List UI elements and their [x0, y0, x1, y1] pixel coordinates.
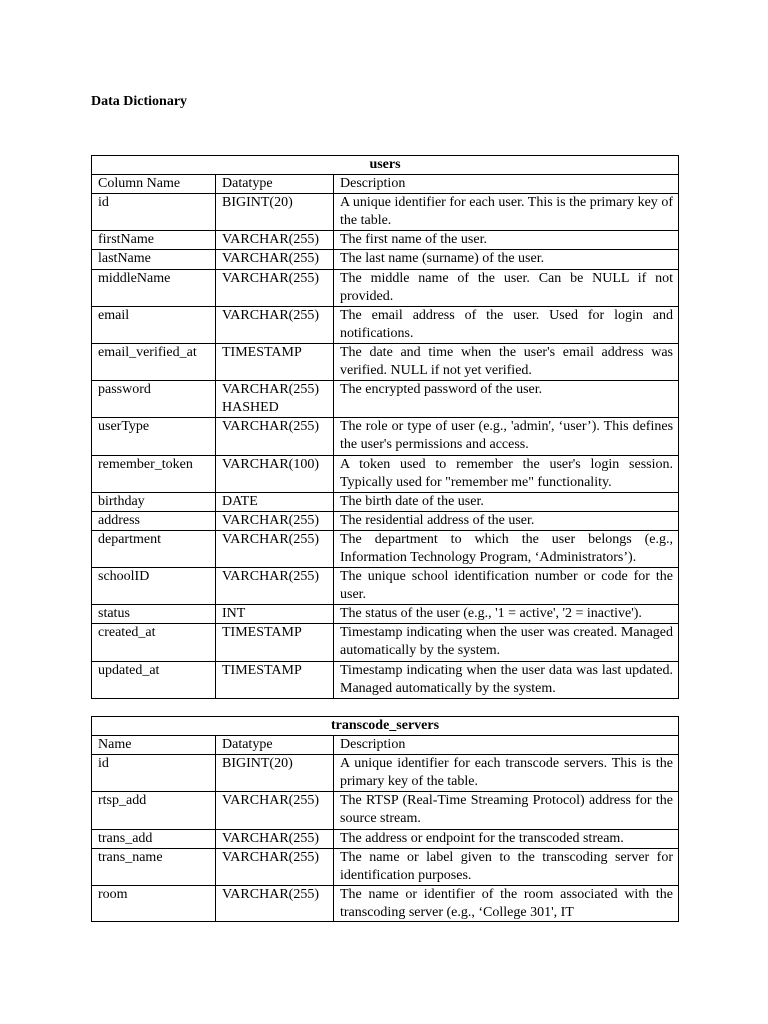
- column-name-text: trans_name: [98, 849, 163, 865]
- column-name-cell: [92, 755, 216, 792]
- table-row: [92, 605, 679, 624]
- table-header-row: [92, 736, 679, 755]
- datatype-text: TIMESTAMP: [222, 662, 302, 678]
- datatype-text: VARCHAR(255) HASHED: [222, 382, 319, 416]
- table-caption-row: [92, 717, 679, 736]
- column-header: Description: [334, 736, 679, 755]
- column-name-cell: [92, 269, 216, 306]
- column-name-cell: [92, 511, 216, 530]
- column-name-cell: [92, 530, 216, 567]
- description-cell: [334, 194, 679, 231]
- description-cell: [334, 511, 679, 530]
- table-caption-row: [92, 156, 679, 175]
- table-row: [92, 885, 679, 921]
- description-text: The first name of the user.: [340, 232, 487, 248]
- description-cell: [334, 381, 679, 418]
- table-row: [92, 231, 679, 250]
- column-name-cell: [92, 455, 216, 492]
- description-text: The unique school identification number or code for the user.: [340, 569, 674, 603]
- column-name-cell: [92, 194, 216, 231]
- description-cell: [334, 792, 679, 829]
- description-cell: [334, 492, 679, 511]
- description-cell: [334, 848, 679, 885]
- datatype-cell: [216, 511, 334, 530]
- table-row: [92, 829, 679, 848]
- table-header-row: [92, 175, 679, 194]
- column-header: Column Name: [92, 175, 216, 194]
- column-name-text: updated_at: [98, 662, 160, 678]
- table-row: [92, 306, 679, 343]
- description-text: A unique identifier for each user. This is the primary key of the table.: [340, 195, 674, 229]
- description-cell: [334, 624, 679, 661]
- column-header: Datatype: [216, 736, 334, 755]
- datatype-text: VARCHAR(255): [222, 569, 319, 585]
- datatype-cell: [216, 792, 334, 829]
- column-name-cell: [92, 568, 216, 605]
- column-name-cell: [92, 306, 216, 343]
- datatype-text: VARCHAR(255): [222, 232, 319, 248]
- column-name-cell: [92, 492, 216, 511]
- column-name-cell: [92, 605, 216, 624]
- description-text: The date and time when the user's email address was verified. NULL if not yet verified.: [340, 344, 674, 379]
- description-text: The RTSP (Real-Time Streaming Protocol) address for the source stream.: [340, 793, 673, 827]
- column-name-cell: [92, 250, 216, 269]
- table-row: [92, 530, 679, 567]
- description-cell: [334, 455, 679, 492]
- datatype-cell: [216, 231, 334, 250]
- datatype-text: VARCHAR(255): [222, 886, 319, 902]
- column-header: Description: [334, 175, 679, 194]
- datatype-cell: [216, 343, 334, 380]
- table-row: [92, 755, 679, 792]
- table-row: [92, 624, 679, 661]
- datatype-cell: [216, 418, 334, 455]
- description-cell: [334, 343, 679, 380]
- column-name-text: id: [98, 756, 109, 772]
- datatype-text: VARCHAR(255): [222, 270, 319, 286]
- column-name-text: trans_add: [98, 830, 153, 846]
- table-row: [92, 455, 679, 492]
- description-cell: [334, 231, 679, 250]
- description-text: The department to which the user belongs (e.g., Information Technology Program, ‘Administrators’).: [340, 531, 674, 565]
- table-row: [92, 250, 679, 269]
- description-cell: [334, 418, 679, 455]
- description-cell: [334, 755, 679, 792]
- datatype-text: TIMESTAMP: [222, 344, 302, 360]
- column-name-text: userType: [98, 419, 150, 435]
- column-name-cell: [92, 829, 216, 848]
- description-cell: [334, 829, 679, 848]
- description-text: The name or identifier of the room associated with the transcoding server (e.g., ‘College 301', IT: [340, 886, 673, 920]
- column-name-text: room: [98, 886, 128, 902]
- column-name-text: password: [98, 382, 151, 398]
- column-name-cell: [92, 624, 216, 661]
- column-header: Datatype: [216, 175, 334, 194]
- description-text: The encrypted password of the user.: [340, 382, 543, 398]
- column-name-text: lastName: [98, 251, 151, 267]
- page-title: Data Dictionary: [91, 94, 188, 109]
- datatype-text: TIMESTAMP: [222, 625, 302, 641]
- datatype-cell: [216, 269, 334, 306]
- datatype-text: VARCHAR(255): [222, 793, 319, 809]
- description-cell: [334, 250, 679, 269]
- column-name-text: rtsp_add: [98, 793, 147, 809]
- datatype-text: INT: [222, 606, 246, 622]
- datatype-cell: [216, 530, 334, 567]
- description-text: The residential address of the user.: [340, 512, 535, 528]
- table-row: [92, 381, 679, 418]
- datatype-text: VARCHAR(255): [222, 251, 319, 267]
- description-cell: [334, 605, 679, 624]
- table-row: [92, 848, 679, 885]
- column-name-cell: [92, 343, 216, 380]
- column-header: Name: [92, 736, 216, 755]
- transcode-servers-table: [91, 716, 679, 922]
- description-text: The name or label given to the transcoding server for identification purposes.: [340, 849, 673, 883]
- description-text: Timestamp indicating when the user was created. Managed automatically by the system.: [340, 625, 674, 659]
- column-name-text: status: [98, 606, 130, 622]
- datatype-cell: [216, 605, 334, 624]
- column-name-text: remember_token: [98, 456, 193, 472]
- table-row: [92, 511, 679, 530]
- table-row: [92, 792, 679, 829]
- description-text: The address or endpoint for the transcoded stream.: [340, 830, 624, 846]
- datatype-text: DATE: [222, 493, 258, 509]
- description-cell: [334, 885, 679, 921]
- column-name-cell: [92, 418, 216, 455]
- datatype-cell: [216, 661, 334, 698]
- column-name-text: birthday: [98, 493, 145, 509]
- datatype-cell: [216, 455, 334, 492]
- column-name-cell: [92, 848, 216, 885]
- datatype-cell: [216, 755, 334, 792]
- column-name-text: id: [98, 195, 109, 211]
- datatype-text: VARCHAR(255): [222, 419, 319, 435]
- datatype-text: BIGINT(20): [222, 195, 293, 211]
- column-name-text: firstName: [98, 232, 154, 248]
- datatype-text: BIGINT(20): [222, 756, 293, 772]
- column-name-text: middleName: [98, 270, 171, 286]
- datatype-cell: [216, 306, 334, 343]
- description-cell: [334, 568, 679, 605]
- table-row: [92, 568, 679, 605]
- table-row: [92, 418, 679, 455]
- column-name-text: email_verified_at: [98, 344, 197, 360]
- description-cell: [334, 661, 679, 698]
- column-name-cell: [92, 661, 216, 698]
- datatype-cell: [216, 381, 334, 418]
- description-text: The last name (surname) of the user.: [340, 251, 545, 267]
- datatype-cell: [216, 848, 334, 885]
- description-text: The role or type of user (e.g., 'admin', ‘user’). This defines the user's permissions and access.: [340, 419, 674, 453]
- table-row: [92, 343, 679, 380]
- datatype-cell: [216, 568, 334, 605]
- description-text: The middle name of the user. Can be NULL if not provided.: [340, 270, 674, 304]
- datatype-cell: [216, 492, 334, 511]
- description-text: A unique identifier for each transcode servers. This is the primary key of the table.: [340, 756, 673, 790]
- description-text: A token used to remember the user's login session. Typically used for "remember me" functionality.: [340, 456, 674, 490]
- description-cell: [334, 530, 679, 567]
- table-row: [92, 661, 679, 698]
- datatype-text: VARCHAR(255): [222, 531, 319, 547]
- datatype-cell: [216, 250, 334, 269]
- table-body: [92, 194, 679, 699]
- column-name-text: address: [98, 512, 140, 528]
- table-row: [92, 492, 679, 511]
- column-name-cell: [92, 885, 216, 921]
- datatype-cell: [216, 885, 334, 921]
- description-text: The status of the user (e.g., '1 = active', '2 = inactive').: [340, 606, 642, 622]
- column-name-cell: [92, 792, 216, 829]
- table-row: [92, 194, 679, 231]
- table-caption: transcode_servers: [92, 717, 679, 736]
- column-name-text: schoolID: [98, 569, 150, 585]
- description-text: The email address of the user. Used for login and notifications.: [340, 307, 674, 341]
- datatype-text: VARCHAR(255): [222, 830, 319, 846]
- datatype-text: VARCHAR(255): [222, 512, 319, 528]
- datatype-cell: [216, 194, 334, 231]
- description-cell: [334, 306, 679, 343]
- description-text: Timestamp indicating when the user data was last updated. Managed automatically by the system.: [340, 662, 674, 696]
- datatype-text: VARCHAR(255): [222, 307, 319, 323]
- table-row: [92, 269, 679, 306]
- description-text: The birth date of the user.: [340, 493, 484, 509]
- description-cell: [334, 269, 679, 306]
- users-table: [91, 155, 679, 699]
- table-body: [92, 755, 679, 922]
- datatype-text: VARCHAR(255): [222, 849, 319, 865]
- column-name-cell: [92, 381, 216, 418]
- column-name-text: created_at: [98, 625, 156, 641]
- column-name-text: email: [98, 307, 130, 323]
- column-name-cell: [92, 231, 216, 250]
- table-caption: users: [92, 156, 679, 175]
- datatype-text: VARCHAR(100): [222, 456, 319, 472]
- datatype-cell: [216, 624, 334, 661]
- datatype-cell: [216, 829, 334, 848]
- column-name-text: department: [98, 531, 161, 547]
